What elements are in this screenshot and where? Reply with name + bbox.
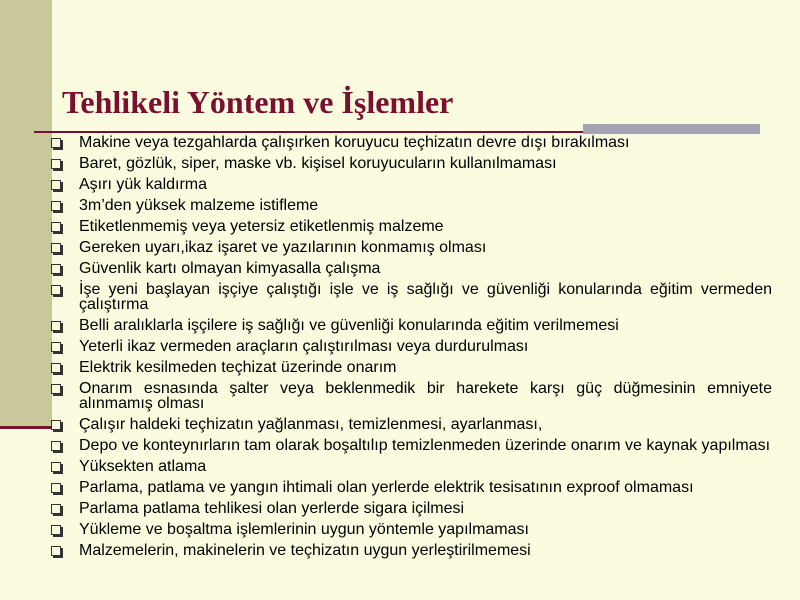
list-item-text: Malzemelerin, makinelerin ve teçhizatın uygun yerleştirilmemesi [79, 542, 531, 559]
square-bullet-icon [51, 180, 61, 190]
square-bullet-icon [51, 159, 61, 169]
list-item [50, 457, 772, 478]
list-item-text: Parlama, patlama ve yangın ihtimali olan yerlerde elektrik tesisatının exproof olmaması [79, 479, 694, 496]
list-item-text: Çalışır haldeki teçhizatın yağlanması, temizlenmesi, ayarlanması, [79, 416, 543, 433]
list-item [50, 133, 772, 154]
list-item [50, 358, 772, 379]
list-item-text: Onarım esnasında şalter veya beklenmedik bir harekete karşı güç düğmesinin emniyete alınmamış olması [79, 380, 772, 412]
square-bullet-icon [51, 525, 61, 535]
list-item-text: İşe yeni başlayan işçiye çalıştığı işle ve iş sağlığı ve güvenliği konularında eğitim vermeden çalıştırma [79, 281, 772, 313]
square-bullet-icon [51, 243, 61, 253]
list-item [50, 280, 772, 316]
list-item-text: Yeterli ikaz vermeden araçların çalıştırılması veya durdurulması [79, 338, 529, 355]
list-item-text: Yüksekten atlama [79, 458, 207, 475]
list-item-text: Elektrik kesilmeden teçhizat üzerinde onarım [79, 359, 397, 376]
list-item [50, 541, 772, 562]
list-item-text: Güvenlik kartı olmayan kimyasalla çalışma [79, 260, 381, 277]
list-item [50, 520, 772, 541]
list-item [50, 175, 772, 196]
left-decorative-band [0, 0, 52, 428]
square-bullet-icon [51, 420, 61, 430]
square-bullet-icon [51, 483, 61, 493]
list-item-text: Aşırı yük kaldırma [79, 176, 208, 193]
list-item [50, 337, 772, 358]
square-bullet-icon [51, 201, 61, 211]
list-item-text: Etiketlenmemiş veya yetersiz etiketlenmiş malzeme [79, 218, 444, 235]
square-bullet-icon [51, 285, 61, 295]
square-bullet-icon [51, 321, 61, 331]
list-item [50, 379, 772, 415]
left-band-underline [0, 426, 52, 429]
square-bullet-icon [51, 264, 61, 274]
list-item [50, 436, 772, 457]
list-item-text: Gereken uyarı,ikaz işaret ve yazılarının konmamış olması [79, 239, 487, 256]
square-bullet-icon [51, 384, 61, 394]
square-bullet-icon [51, 342, 61, 352]
square-bullet-icon [51, 504, 61, 514]
list-item-text: 3m’den yüksek malzeme istifleme [79, 197, 319, 214]
list-item [50, 154, 772, 175]
list-item-text: Yükleme ve boşaltma işlemlerinin uygun yöntemle yapılmaması [79, 521, 529, 538]
list-item-text: Belli aralıklarla işçilere iş sağlığı ve güvenliği konularında eğitim verilmemesi [79, 317, 619, 334]
list-item [50, 499, 772, 520]
slide-title: Tehlikeli Yöntem ve İşlemler [62, 84, 454, 120]
list-item-text: Baret, gözlük, siper, maske vb. kişisel koruyucuların kullanılmaması [79, 155, 557, 172]
square-bullet-icon [51, 441, 61, 451]
list-item-text: Depo ve konteynırların tam olarak boşaltılıp temizlenmeden üzerinde onarım ve kaynak yapılması [79, 437, 771, 454]
square-bullet-icon [51, 546, 61, 556]
square-bullet-icon [51, 138, 61, 148]
list-item [50, 316, 772, 337]
list-item [50, 478, 772, 499]
bullet-list [50, 133, 772, 562]
list-item-text: Parlama patlama tehlikesi olan yerlerde sigara içilmesi [79, 500, 465, 517]
list-item [50, 238, 772, 259]
list-item [50, 196, 772, 217]
square-bullet-icon [51, 222, 61, 232]
list-item [50, 415, 772, 436]
square-bullet-icon [51, 462, 61, 472]
list-item [50, 217, 772, 238]
list-item [50, 259, 772, 280]
square-bullet-icon [51, 363, 61, 373]
list-item-text: Makine veya tezgahlarda çalışırken koruyucu teçhizatın devre dışı bırakılması [79, 134, 630, 151]
